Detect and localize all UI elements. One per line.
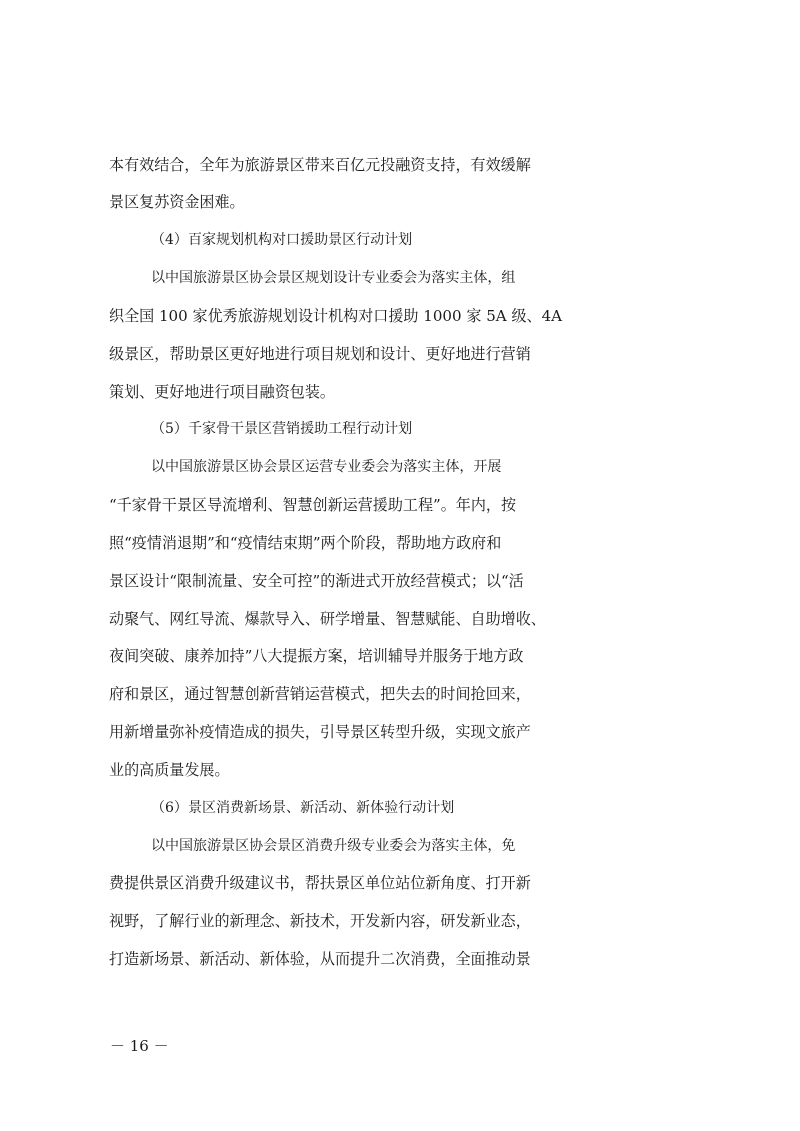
section-heading: （6）景区消费新场景、新活动、新体验行动计划 <box>151 800 455 816</box>
body-text-line: 夜间突破、康养加持”八大提振方案，培训辅导并服务于地方政 <box>109 647 524 665</box>
body-text-line: 打造新场景、新活动、新体验，从而提升二次消费，全面推动景 <box>109 950 531 968</box>
body-text-line: 织全国 100 家优秀旅游规划设计机构对口援助 1000 家 5A 级、4A <box>109 307 563 325</box>
body-text-line: 动聚气、网红导流、爆款导入、研学增量、智慧赋能、自助增收、 <box>109 610 546 628</box>
body-text-line: 府和景区，通过智慧创新营销运营模式，把失去的时间抢回来， <box>109 685 531 703</box>
body-text-line: 业的高质量发展。 <box>109 761 230 779</box>
body-text-line: 策划、更好地进行项目融资包装。 <box>109 383 335 401</box>
body-text-line: 用新增量弥补疫情造成的损失，引导景区转型升级，实现文旅产 <box>109 723 531 741</box>
body-text-line: 照“疫情消退期”和“疫情结束期”两个阶段，帮助地方政府和 <box>109 534 502 552</box>
body-text-line: 视野，了解行业的新理念、新技术，开发新内容，研发新业态， <box>109 912 531 930</box>
body-text-line: 景区复苏资金困难。 <box>109 193 245 211</box>
body-text-line: 费提供景区消费升级建议书，帮扶景区单位站位新角度、打开新 <box>109 874 531 892</box>
body-text-line: 以中国旅游景区协会景区消费升级专业委会为落实主体，免 <box>151 838 516 854</box>
body-text-line: 以中国旅游景区协会景区规划设计专业委会为落实主体，组 <box>151 270 516 286</box>
section-heading: （5）千家骨干景区营销援助工程行动计划 <box>151 421 413 437</box>
body-text-line: 本有效结合，全年为旅游景区带来百亿元投融资支持，有效缓解 <box>109 156 531 174</box>
body-text-line: “千家骨干景区导流增利、智慧创新运营援助工程”。年内，按 <box>109 496 517 514</box>
body-text-line: 以中国旅游景区协会景区运营专业委会为落实主体，开展 <box>151 459 502 475</box>
body-text-line: 景区设计“限制流量、安全可控”的渐进式开放经营模式；以“活 <box>109 572 524 590</box>
section-heading: （4）百家规划机构对口援助景区行动计划 <box>151 232 413 248</box>
body-text-line: 级景区，帮助景区更好地进行项目规划和设计、更好地进行营销 <box>109 345 531 363</box>
page-number: － 16 － <box>110 1037 169 1055</box>
